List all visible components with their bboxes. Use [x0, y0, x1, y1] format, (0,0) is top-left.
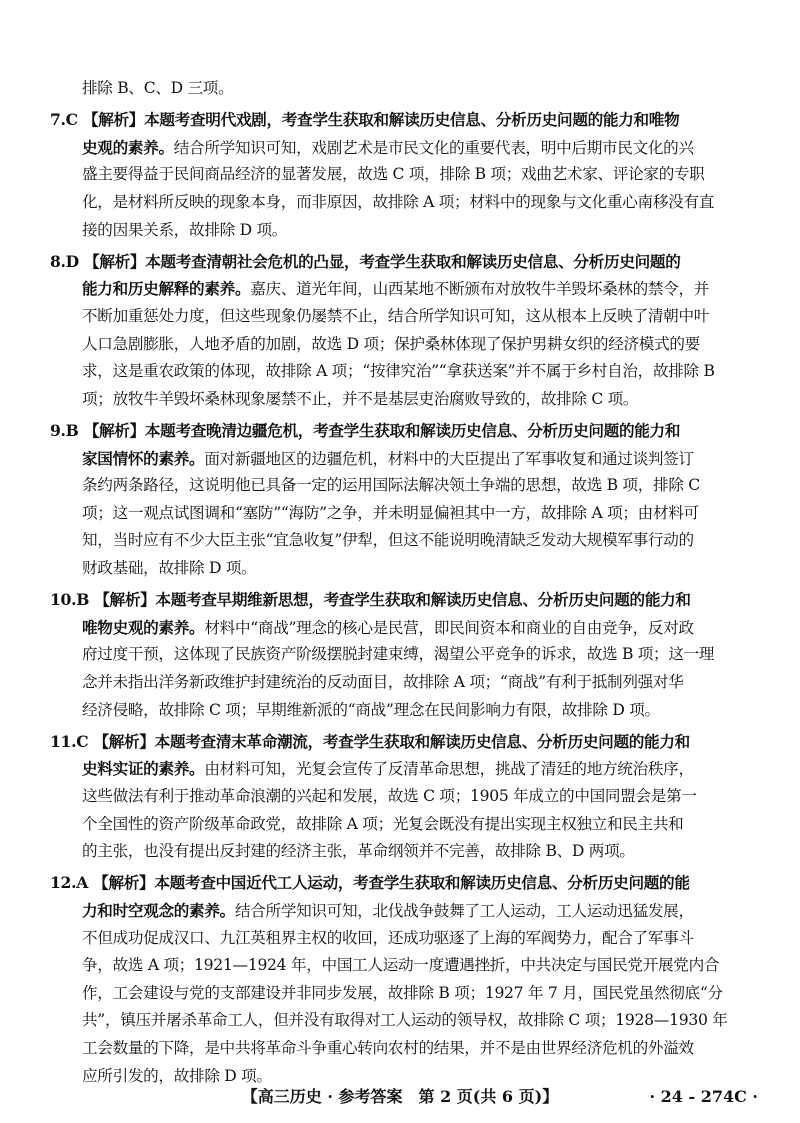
- document-code: · 24 - 274C ·: [649, 1087, 758, 1106]
- item-8-line-2: 不断加重惩处力度，但这些现象仍屡禁不止，结合所学知识可知，这从根本上反映了清朝中叶: [82, 307, 710, 325]
- item-11-literacy: 史料实证的素养。: [82, 759, 205, 779]
- item-9-line-1: [82, 448, 694, 470]
- item-9-line-5: 财政基础，故排除 D 项。: [82, 559, 257, 577]
- item-7-lead: 7.C 【解析】本题考查明代戏剧，考查学生获取和解读历史信息、分析历史问题的能力和唯物: [50, 110, 680, 130]
- item-9-line-2: 条约两条路径，这说明他已具备一定的运用国际法解决领土争端的思想，故选 B 项，排除 C: [82, 476, 700, 495]
- item-11-line-4: 的主张，也没有提出反封建的经济主张，革命纲领并不完善，故排除 B、D 两项。: [82, 842, 635, 861]
- item-8-line-3: 人口急剧膨胀，人地矛盾的加剧，故选 D 项；保护桑林体现了保护男耕女织的经济模式的要: [82, 334, 700, 353]
- item-8-lead: 8.D 【解析】本题考查清朝社会危机的凸显，考查学生获取和解读历史信息、分析历史问题的: [50, 251, 681, 271]
- item-10-text-1: 材料中“商战”理念的核心是民营，即民间资本和商业的自由竞争，反对政: [204, 618, 694, 637]
- item-7-literacy: 史观的素养。: [82, 137, 174, 157]
- item-10-line-3: 念并未指出洋务新政维护封建统治的反动面目，故排除 A 项；“商战”有利于抵制列强对华: [82, 673, 684, 691]
- item-10-line-4: 经济侵略，故排除 C 项；早期维新派的“商战”理念在民间影响力有限，故排除 D 项。: [82, 700, 660, 719]
- item-9-line-3: 项；这一观点试图调和“塞防”“海防”之争，并未明显偏袒其中一方，故排除 A 项；由材料可: [82, 503, 699, 522]
- item-8-line-4: 求，这是重农政策的体现，故排除 A 项；“按律究治”“拿获送案”并不属于乡村自治，故排除 B: [82, 362, 715, 381]
- item-12-line-4: 作，工会建设与党的支部建设并非同步发展，故排除 B 项；1927 年 7 月，国民党虽然彻底“分: [82, 983, 723, 1002]
- item-12-line-7: 应所引发的，故排除 D 项。: [82, 1066, 272, 1085]
- item-7-line-1: [82, 137, 694, 159]
- intro-line: 排除 B、C、D 三项。: [82, 79, 234, 97]
- item-7-line-4: 接的因果关系，故排除 D 项。: [82, 220, 288, 239]
- item-12-text-1: 结合所学知识可知，北伐战争鼓舞了工人运动，工人运动迅猛发展，: [234, 902, 694, 920]
- item-12-line-3: 争，故选 A 项；1921—1924 年，中国工人运动一度遭遇挫折，中共决定与国民党开展党内合: [82, 956, 720, 975]
- item-12-line-6: 工会数量的下降，是中共将革命斗争重心转向农村的结果，并不是由世界经济危机的外溢效: [82, 1039, 694, 1057]
- item-10-literacy: 唯物史观的素养。: [82, 617, 205, 637]
- item-7-line-3: 化，是材料所反映的现象本身，而非原因，故排除 A 项；材料中的现象与文化重心南移没有直: [82, 193, 715, 211]
- item-9-line-4: 知，当时应有不少大臣主张“宜急收复”伊犁，但这不能说明晚清缺乏发动大规模军事行动的: [82, 531, 694, 550]
- item-11-line-2: 这些做法有利于推动革命浪潮的兴起和发展，故选 C 项；1905 年成立的中国同盟会是第一: [82, 787, 697, 805]
- item-12-line-1: [82, 900, 694, 922]
- item-11-lead: 11.C 【解析】本题考查清末革命潮流，考查学生获取和解读历史信息、分析历史问题的能力和: [50, 731, 690, 751]
- item-10-line-2: 府过度干预，这体现了民族资产阶级摆脱封建束缚，渴望公平竞争的诉求，故选 B 项；这一理: [82, 645, 715, 664]
- item-12-line-5: 共”，镇压并屠杀革命工人，但并没有取得对工人运动的领导权，故排除 C 项；1928—1930 年: [82, 1011, 728, 1030]
- item-7-text-1: 结合所学知识可知，戏剧艺术是市民文化的重要代表，明中后期市民文化的兴: [173, 138, 694, 157]
- item-8-line-1: [82, 278, 709, 300]
- page-footer-label: 【高三历史 · 参考答案 第 2 页(共 6 页)】: [241, 1087, 559, 1106]
- item-9-text-1: 面对新疆地区的边疆危机，材料中的大臣提出了军事收复和通过谈判签订: [204, 449, 694, 468]
- item-12-lead: 12.A 【解析】本题考查中国近代工人运动，考查学生获取和解读历史信息、分析历史问题的能: [50, 873, 690, 893]
- item-12-literacy: 力和时空观念的素养。: [82, 901, 235, 920]
- item-9-lead: 9.B 【解析】本题考查晚清边疆危机，考查学生获取和解读历史信息、分析历史问题的能力和: [50, 421, 681, 440]
- item-10-line-1: [82, 617, 694, 639]
- item-9-literacy: 家国情怀的素养。: [82, 448, 205, 468]
- item-8-literacy: 能力和历史解释的素养。: [82, 279, 251, 299]
- item-10-lead: 10.B 【解析】本题考查早期维新思想，考查学生获取和解读历史信息、分析历史问题的能力和: [50, 590, 691, 610]
- item-8-text-1: 嘉庆、道光年间，山西某地不断颁布对放牧牛羊毁坏桑林的禁令，并: [250, 280, 710, 299]
- item-12-line-2: 不但成功促成汉口、九江英租界主权的收回，还成功驱逐了上海的军阀势力，配合了军事斗: [82, 928, 694, 947]
- item-7-line-2: 盛主要得益于民间商品经济的显著发展，故选 C 项，排除 B 项；戏曲艺术家、评论家的专职: [82, 165, 705, 184]
- item-11-text-1: 由材料可知，光复会宣传了反清革命思想，挑战了清廷的地方统治秩序，: [204, 760, 694, 779]
- item-8-line-5: 项；放牧牛羊毁坏桑林现象屡禁不止，并不是基层吏治腐败导致的，故排除 C 项。: [82, 389, 639, 408]
- item-11-line-3: 个全国性的资产阶级革命政党，故排除 A 项；光复会既没有提出实现主权独立和民主共和: [82, 814, 684, 833]
- item-11-line-1: [82, 758, 694, 780]
